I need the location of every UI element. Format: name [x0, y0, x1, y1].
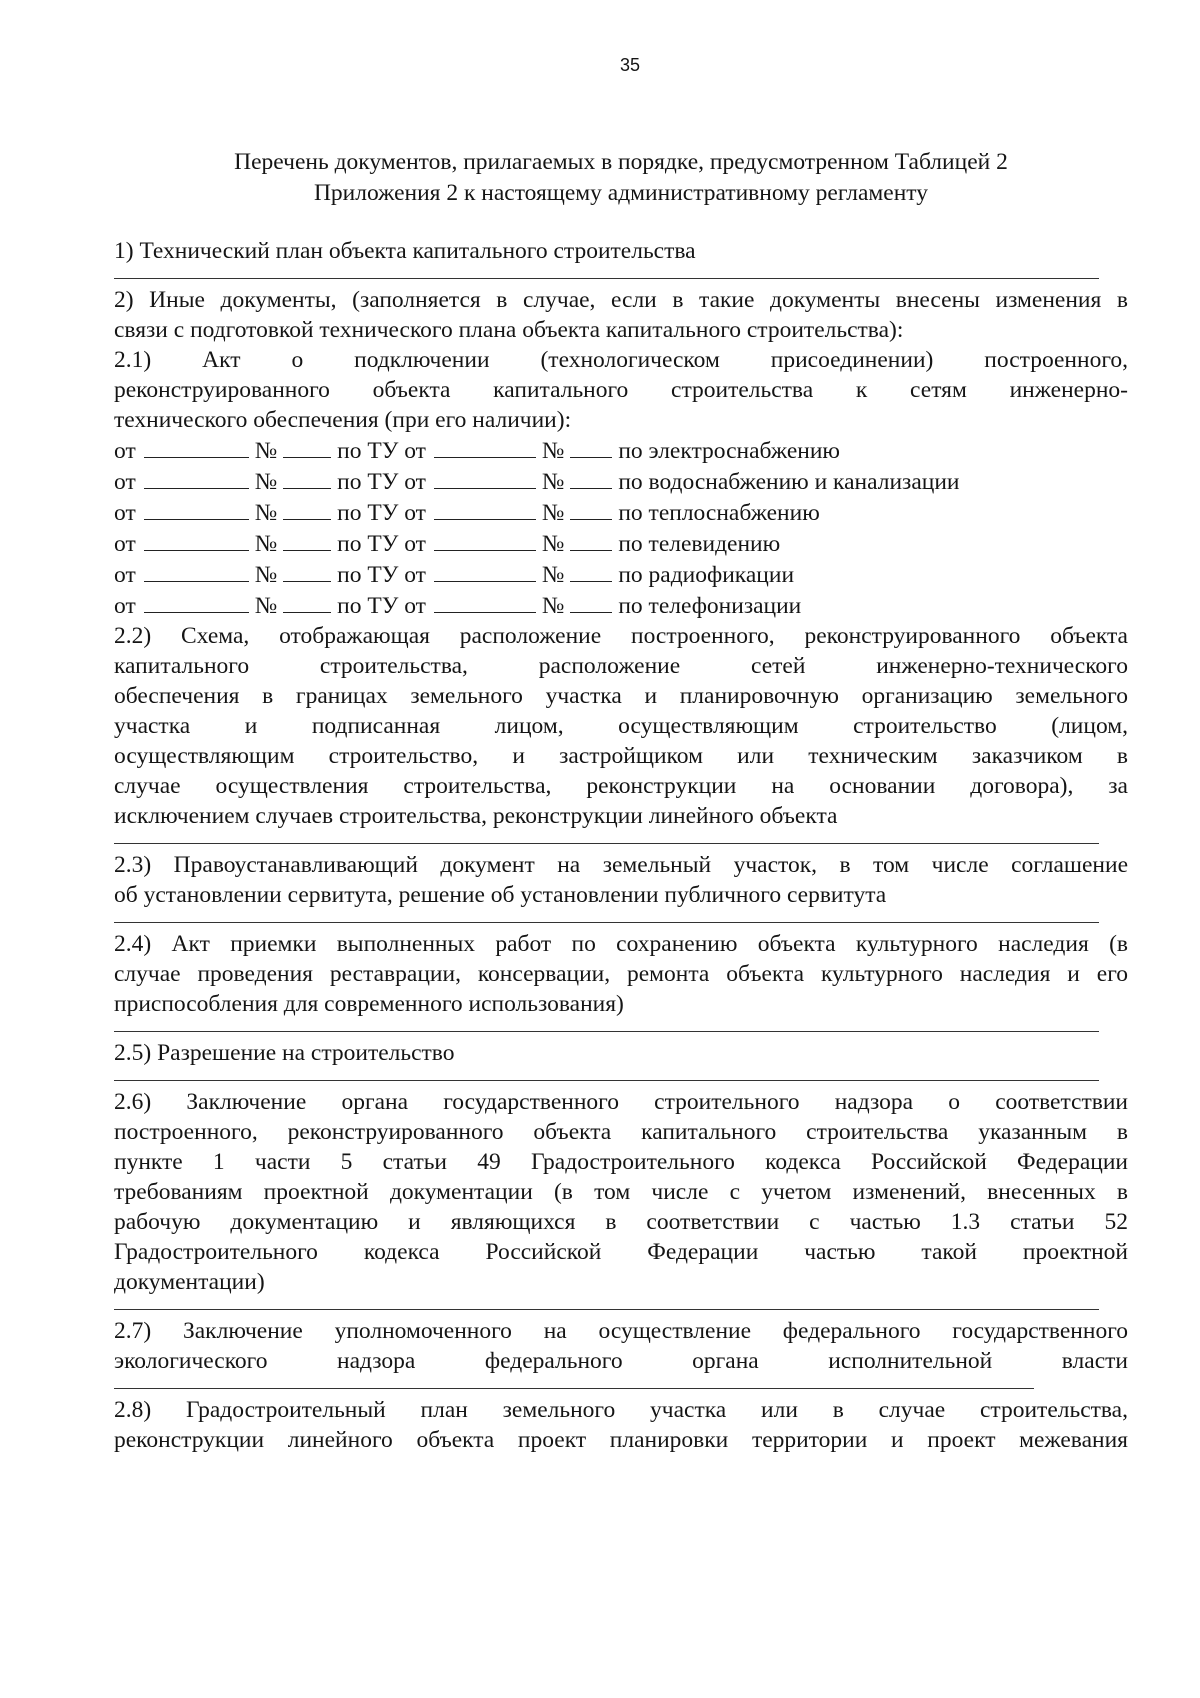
number-blank[interactable] — [283, 497, 331, 520]
item-2-5-text: 2.5) Разрешение на строительство — [114, 1040, 455, 1066]
tu-row-water — [114, 466, 1128, 497]
title-line-2: Приложения 2 к настоящему административному регламенту — [313, 180, 929, 206]
tu-number-blank[interactable] — [570, 466, 612, 489]
tu-num-label: № — [254, 500, 278, 526]
item-2-6-line-5: рабочую документацию и являющихся в соответствии с частью 1.3 статьи 52 — [114, 1209, 1128, 1235]
title-line-1: Перечень документов, прилагаемых в порядке, предусмотренном Таблицей 2 — [234, 149, 1008, 175]
tu-date-blank[interactable] — [434, 466, 536, 489]
number-blank[interactable] — [283, 435, 331, 458]
tu-ot-label: от — [114, 469, 136, 495]
number-blank[interactable] — [283, 528, 331, 551]
tu-num-label: № — [541, 562, 565, 588]
item-2-8-line-1: 2.8) Градостроительный план земельного участка или в случае строительства, — [114, 1397, 1128, 1423]
tu-num-label: № — [541, 500, 565, 526]
item-2-6-line-1: 2.6) Заключение органа государственного строительного надзора о соответствии — [114, 1089, 1128, 1115]
item-2-4-line-1: 2.4) Акт приемки выполненных работ по сохранению объекта культурного наследия (в — [114, 931, 1128, 957]
tu-num-label: № — [541, 593, 565, 619]
item-2-1-line-1: 2.1) Акт о подключении (технологическом присоединении) построенного, — [114, 347, 1128, 373]
item-2-3-line-1: 2.3) Правоустанавливающий документ на земельный участок, в том числе соглашение — [114, 852, 1128, 878]
number-blank[interactable] — [283, 590, 331, 613]
fill-line — [114, 1031, 1099, 1032]
date-blank[interactable] — [144, 559, 249, 582]
tu-type: по телевидению — [618, 531, 781, 557]
item-2-8-line-2: реконструкции линейного объекта проект планировки территории и проект межевания — [114, 1427, 1128, 1453]
number-blank[interactable] — [283, 559, 331, 582]
tu-ot-label: от — [114, 593, 136, 619]
item-2-7-line-2: экологического надзора федерального органа исполнительной власти — [114, 1348, 1128, 1374]
tu-number-blank[interactable] — [570, 528, 612, 551]
tu-type: по водоснабжению и канализации — [618, 469, 960, 495]
tu-row-electricity — [114, 435, 1128, 466]
item-2-6-line-3: пункте 1 части 5 статьи 49 Градостроительного кодекса Российской Федерации — [114, 1149, 1128, 1175]
tu-ot-label: от — [114, 531, 136, 557]
tu-num-label: № — [541, 531, 565, 557]
tu-type: по радиофикации — [618, 562, 795, 588]
tu-po-label: по ТУ от — [337, 500, 426, 526]
document-body — [114, 236, 1128, 1455]
tu-row-radio — [114, 559, 1128, 590]
tu-date-blank[interactable] — [434, 528, 536, 551]
tu-row-phone — [114, 590, 1128, 621]
item-2-4-line-2: случае проведения реставрации, консервации, ремонта объекта культурного наследия и его — [114, 961, 1128, 987]
date-blank[interactable] — [144, 466, 249, 489]
tu-po-label: по ТУ от — [337, 438, 426, 464]
item-2-2-line-2: капитального строительства, расположение сетей инженерно-технического — [114, 653, 1128, 679]
tu-num-label: № — [254, 531, 278, 557]
tu-date-blank[interactable] — [434, 590, 536, 613]
fill-line — [114, 1388, 1034, 1389]
tu-ot-label: от — [114, 500, 136, 526]
date-blank[interactable] — [144, 435, 249, 458]
tu-date-blank[interactable] — [434, 435, 536, 458]
tu-num-label: № — [541, 469, 565, 495]
page-number: 35 — [619, 55, 641, 75]
tu-ot-label: от — [114, 562, 136, 588]
date-blank[interactable] — [144, 528, 249, 551]
fill-line — [114, 922, 1099, 923]
tu-number-blank[interactable] — [570, 435, 612, 458]
tu-number-blank[interactable] — [570, 559, 612, 582]
fill-line — [114, 1080, 1099, 1081]
date-blank[interactable] — [144, 497, 249, 520]
tu-type: по электроснабжению — [618, 438, 840, 464]
number-blank[interactable] — [283, 466, 331, 489]
tu-num-label: № — [254, 438, 278, 464]
item-2-2-line-1: 2.2) Схема, отображающая расположение построенного, реконструированного объекта — [114, 623, 1128, 649]
tu-number-blank[interactable] — [570, 590, 612, 613]
tu-row-heat — [114, 497, 1128, 528]
item-2-6-line-7: документации) — [114, 1269, 265, 1295]
tu-row-tv — [114, 528, 1128, 559]
item-2-2-line-6: случае осуществления строительства, реконструкции на основании договора), за — [114, 773, 1128, 799]
tu-ot-label: от — [114, 438, 136, 464]
fill-line — [114, 843, 1099, 844]
fill-line — [114, 278, 1099, 279]
tu-po-label: по ТУ от — [337, 469, 426, 495]
item-2-2-line-7: исключением случаев строительства, реконструкции линейного объекта — [114, 803, 838, 829]
tu-num-label: № — [254, 562, 278, 588]
item-2-1-line-2: реконструированного объекта капитального строительства к сетям инженерно- — [114, 377, 1128, 403]
tu-num-label: № — [541, 438, 565, 464]
tu-po-label: по ТУ от — [337, 531, 426, 557]
tu-number-blank[interactable] — [570, 497, 612, 520]
tu-date-blank[interactable] — [434, 559, 536, 582]
page-title — [114, 147, 1128, 209]
item-2-7-line-1: 2.7) Заключение уполномоченного на осуществление федерального государственного — [114, 1318, 1128, 1344]
tu-type: по телефонизации — [618, 593, 802, 619]
item-1-text: 1) Технический план объекта капитального строительства — [114, 238, 696, 264]
tu-num-label: № — [254, 593, 278, 619]
item-2-2-line-3: обеспечения в границах земельного участка и планировочную организацию земельного — [114, 683, 1128, 709]
item-2-6-line-2: построенного, реконструированного объекта капитального строительства указанным в — [114, 1119, 1128, 1145]
item-2-3-line-2: об установлении сервитута, решение об установлении публичного сервитута — [114, 882, 887, 908]
tu-po-label: по ТУ от — [337, 562, 426, 588]
tu-num-label: № — [254, 469, 278, 495]
tu-type: по теплоснабжению — [618, 500, 820, 526]
item-2-2-line-4: участка и подписанная лицом, осуществляющим строительство (лицом, — [114, 713, 1128, 739]
item-2-line-2: связи с подготовкой технического плана объекта капитального строительства): — [114, 317, 904, 343]
fill-line — [114, 1309, 1099, 1310]
tu-date-blank[interactable] — [434, 497, 536, 520]
item-2-6-line-4: требованиям проектной документации (в том числе с учетом изменений, внесенных в — [114, 1179, 1128, 1205]
item-2-2-line-5: осуществляющим строительство, и застройщиком или техническим заказчиком в — [114, 743, 1128, 769]
item-2-6-line-6: Градостроительного кодекса Российской Федерации частью такой проектной — [114, 1239, 1128, 1265]
item-2-4-line-3: приспособления для современного использования) — [114, 991, 624, 1017]
date-blank[interactable] — [144, 590, 249, 613]
tu-po-label: по ТУ от — [337, 593, 426, 619]
item-2-1-line-3: технического обеспечения (при его наличии): — [114, 407, 572, 433]
item-2-line-1: 2) Иные документы, (заполняется в случае, если в такие документы внесены изменения в — [114, 287, 1128, 313]
